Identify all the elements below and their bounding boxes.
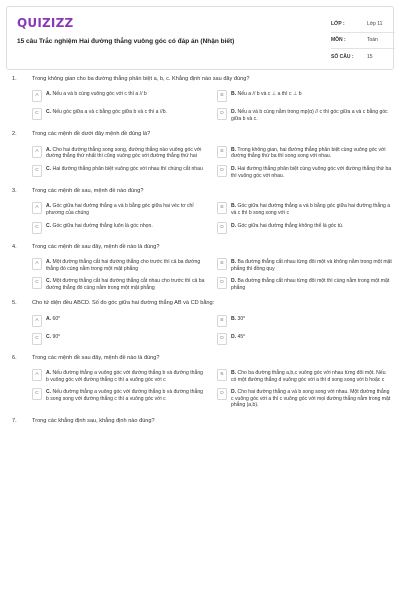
meta-value: Lớp 11 bbox=[367, 21, 383, 28]
question-stem bbox=[12, 131, 392, 138]
option-key: C. bbox=[46, 222, 52, 229]
question-4 bbox=[12, 244, 392, 292]
answer-options bbox=[32, 368, 392, 409]
answer-option-a[interactable] bbox=[32, 368, 207, 383]
option-letter-box[interactable]: B bbox=[217, 315, 227, 327]
answer-option-c[interactable] bbox=[32, 276, 207, 291]
meta-value: 15 bbox=[367, 53, 373, 60]
option-letter-box[interactable]: D bbox=[217, 333, 227, 345]
answer-options bbox=[32, 314, 392, 346]
option-letter-box[interactable]: B bbox=[217, 202, 227, 214]
question-stem bbox=[12, 418, 392, 425]
answer-option-b[interactable] bbox=[217, 257, 392, 272]
option-key: A. bbox=[46, 203, 52, 210]
answer-option-a[interactable] bbox=[32, 257, 207, 272]
option-text bbox=[46, 387, 207, 402]
question-number: 3. bbox=[12, 188, 17, 195]
option-text bbox=[231, 107, 392, 122]
option-text bbox=[231, 368, 392, 383]
option-letter-box[interactable]: B bbox=[217, 369, 227, 381]
question-text: Trong các mệnh đề dưới đây mệnh đề đúng là? bbox=[32, 131, 151, 138]
question-5 bbox=[12, 300, 392, 345]
question-text: Cho tứ diện đều ABCD. Số đo góc giữa hai đường thẳng AB và CD bằng: bbox=[32, 300, 215, 307]
answer-option-c[interactable] bbox=[32, 107, 207, 122]
option-key: C. bbox=[46, 389, 52, 396]
question-3 bbox=[12, 188, 392, 234]
option-letter-box[interactable]: C bbox=[32, 222, 42, 234]
option-text bbox=[46, 201, 207, 216]
meta-row-grade bbox=[331, 17, 395, 33]
answer-option-b[interactable] bbox=[217, 145, 392, 160]
answer-option-d[interactable] bbox=[217, 164, 392, 179]
option-letter-box[interactable]: A bbox=[32, 202, 42, 214]
option-key: B. bbox=[231, 203, 237, 210]
option-letter-box[interactable]: C bbox=[32, 108, 42, 120]
option-body: 45⁰ bbox=[237, 333, 246, 340]
option-body: Nếu góc giữa a và c bằng góc giữa b và c thì a //b. bbox=[52, 109, 167, 116]
question-text: Trong các mệnh đề sau đây, mệnh đề nào là đúng? bbox=[32, 354, 160, 361]
option-key: D. bbox=[231, 333, 237, 340]
quizizz-logo[interactable]: QUIZIZZ bbox=[17, 16, 74, 30]
answer-options bbox=[32, 201, 392, 234]
option-key: A. bbox=[46, 369, 52, 376]
document-header bbox=[6, 6, 394, 70]
option-text bbox=[46, 332, 60, 341]
meta-label: LỚP : bbox=[331, 21, 345, 28]
option-letter-box[interactable]: A bbox=[32, 315, 42, 327]
option-text bbox=[46, 314, 60, 323]
question-stem bbox=[12, 188, 392, 195]
option-letter-box[interactable]: A bbox=[32, 369, 42, 381]
question-number: 6. bbox=[12, 354, 17, 361]
option-key: B. bbox=[231, 315, 237, 322]
question-list bbox=[12, 76, 392, 434]
option-body: Hai đường thẳng phân biệt cùng vuông góc với đường thẳng thứ ba thì vuông góc với nhau. bbox=[231, 165, 392, 179]
question-2 bbox=[12, 131, 392, 179]
option-key: D. bbox=[231, 165, 237, 172]
option-letter-box[interactable]: D bbox=[217, 222, 227, 234]
option-body: Một đường thẳng cắt hai đường thẳng cho trước thì cả ba đường thẳng đó cùng nằm trong một mặt phẳng bbox=[46, 258, 201, 272]
option-key: C. bbox=[46, 109, 52, 116]
option-body: Cho hai đường thẳng a và b song song với nhau. Một đường thẳng c vuông góc với a thì c vuông góc với mọi đường thẳng nằm trong mặt phẳng (a,b). bbox=[231, 389, 391, 409]
option-key: A. bbox=[46, 146, 52, 153]
option-key: C. bbox=[46, 278, 52, 285]
option-body: Nếu a // b và c ⊥ a thì c ⊥ b bbox=[237, 91, 302, 98]
option-key: A. bbox=[46, 258, 52, 265]
option-body: Nếu đường thẳng a vuông góc với đường thẳng b và đường thẳng b song song với đường thẳng c thì a vuông góc với c bbox=[46, 389, 203, 402]
option-text bbox=[231, 221, 343, 230]
option-letter-box[interactable]: C bbox=[32, 165, 42, 177]
option-key: C. bbox=[46, 165, 52, 172]
option-key: D. bbox=[231, 278, 237, 285]
option-key: A. bbox=[46, 315, 52, 322]
option-body: 90⁰ bbox=[52, 333, 61, 340]
question-stem bbox=[12, 76, 392, 83]
meta-table bbox=[331, 17, 395, 65]
option-key: D. bbox=[231, 222, 237, 229]
meta-label: MÔN : bbox=[331, 37, 346, 44]
answer-option-c[interactable] bbox=[32, 164, 207, 179]
question-1 bbox=[12, 76, 392, 122]
option-letter-box[interactable]: B bbox=[217, 258, 227, 270]
meta-row-subject bbox=[331, 33, 395, 49]
option-body: Cho hai đường thẳng song song, đường thẳng nào vuông góc với đường thẳng thứ nhất thì cũng vuông góc với đường thẳng thứ hai bbox=[46, 146, 202, 160]
question-number: 2. bbox=[12, 131, 17, 138]
page-title: 15 câu Trắc nghiệm Hai đường thẳng vuông góc có đáp án (Nhận biết) bbox=[17, 38, 235, 45]
option-text bbox=[46, 221, 153, 230]
question-text: Trong các khẳng định sau, khẳng định nào đúng? bbox=[32, 417, 155, 424]
option-text bbox=[46, 145, 207, 160]
option-letter-box[interactable]: A bbox=[32, 90, 42, 102]
option-letter-box[interactable]: D bbox=[217, 165, 227, 177]
option-body: Cho ba đường thẳng a,b,c vuông góc với nhau từng đôi một. Nếu có một đường thẳng d vuông góc với a thì d song song với b hoặc c bbox=[231, 369, 386, 383]
option-text bbox=[231, 257, 392, 272]
option-text bbox=[46, 89, 147, 98]
option-body: Ba đường thẳng cắt nhau từng đôi một thì cùng nằm trong một mặt phẳng bbox=[231, 278, 390, 291]
option-text bbox=[231, 89, 302, 98]
option-body: Góc giữa hai đường thẳng a và b bằng góc giữa hai đường thẳng a và c thì b song song với c bbox=[231, 203, 391, 217]
question-number: 4. bbox=[12, 243, 17, 250]
option-letter-box[interactable]: A bbox=[32, 146, 42, 158]
answer-options bbox=[32, 145, 392, 179]
option-key: B. bbox=[231, 146, 237, 153]
option-body: Góc giữa hai đường thẳng a và b bằng góc giữa hai véc tơ chỉ phương của chúng bbox=[46, 203, 194, 217]
option-letter-box[interactable]: C bbox=[32, 333, 42, 345]
option-body: Nếu a và b cùng nằm trong mp(α) // c thì góc giữa a và c bằng góc giữa b và c. bbox=[231, 109, 388, 122]
option-letter-box[interactable]: C bbox=[32, 388, 42, 400]
option-text bbox=[231, 276, 392, 291]
answer-option-a[interactable] bbox=[32, 145, 207, 160]
answer-options bbox=[32, 89, 392, 122]
answer-option-c[interactable] bbox=[32, 332, 207, 346]
meta-row-count bbox=[331, 49, 395, 65]
answer-option-c[interactable] bbox=[32, 221, 207, 235]
option-key: A. bbox=[46, 91, 52, 98]
option-letter-box[interactable]: C bbox=[32, 277, 42, 289]
answer-option-a[interactable] bbox=[32, 89, 207, 103]
option-key: C. bbox=[46, 333, 52, 340]
option-text bbox=[46, 276, 207, 291]
option-key: B. bbox=[231, 369, 237, 376]
option-letter-box[interactable]: D bbox=[217, 277, 227, 289]
answer-option-c[interactable] bbox=[32, 387, 207, 409]
meta-value: Toán bbox=[367, 37, 378, 44]
option-body: Góc giữa hai đường thẳng luôn là góc nhọn. bbox=[52, 222, 153, 229]
question-stem bbox=[12, 300, 392, 307]
option-body: Góc giữa hai đường thẳng không thể là góc tù. bbox=[237, 222, 344, 229]
option-body: 30⁰ bbox=[237, 315, 246, 322]
option-letter-box[interactable]: D bbox=[217, 108, 227, 120]
option-key: B. bbox=[231, 258, 237, 265]
option-key: B. bbox=[231, 91, 237, 98]
option-text bbox=[231, 145, 392, 160]
answer-option-b[interactable] bbox=[217, 201, 392, 216]
option-text bbox=[231, 201, 392, 216]
question-6 bbox=[12, 355, 392, 409]
option-text bbox=[46, 368, 207, 383]
question-text: Trong không gian cho ba đường thẳng phân biệt a, b, c. Khẳng định nào sau đây đúng? bbox=[32, 76, 250, 82]
question-number: 5. bbox=[12, 300, 17, 307]
question-7 bbox=[12, 418, 392, 425]
option-body: 60⁰ bbox=[52, 315, 61, 322]
answer-options bbox=[32, 257, 392, 291]
option-key: D. bbox=[231, 109, 237, 116]
answer-option-d[interactable] bbox=[217, 107, 392, 122]
question-stem bbox=[12, 355, 392, 362]
option-text bbox=[231, 387, 392, 409]
option-letter-box[interactable]: D bbox=[217, 388, 227, 400]
option-text bbox=[231, 314, 245, 323]
option-text bbox=[231, 164, 392, 179]
option-body: Nếu đường thẳng a vuông góc với đường thẳng b và đường thẳng b vuông góc với đường thẳng c thì a vuông góc với c bbox=[46, 369, 203, 383]
meta-label: SỐ CÂU : bbox=[331, 53, 354, 60]
question-stem bbox=[12, 244, 392, 251]
answer-option-d[interactable] bbox=[217, 332, 392, 346]
option-text bbox=[46, 257, 207, 272]
answer-option-a[interactable] bbox=[32, 314, 207, 328]
option-letter-box[interactable]: A bbox=[32, 258, 42, 270]
option-key: D. bbox=[231, 389, 237, 396]
option-text bbox=[231, 332, 245, 341]
option-body: Trong không gian, hai đường thẳng phân biệt cùng vuông góc với đường thẳng thứ ba thì song song với nhau. bbox=[231, 146, 386, 160]
question-text: Trong các mệnh đề sau, mệnh đề nào đúng? bbox=[32, 188, 144, 195]
option-letter-box[interactable]: B bbox=[217, 146, 227, 158]
question-number: 7. bbox=[12, 417, 17, 424]
answer-option-d[interactable] bbox=[217, 387, 392, 409]
option-body: Nếu a và b cùng vuông góc với c thì a // b bbox=[52, 91, 147, 98]
option-body: Ba đường thẳng cắt nhau từng đôi một và không nằm trong một mặt phẳng thì đồng quy bbox=[231, 258, 392, 272]
question-text: Trong các mệnh đề sau đây, mệnh đề nào là đúng? bbox=[32, 243, 160, 250]
option-text bbox=[46, 164, 203, 173]
answer-option-b[interactable] bbox=[217, 368, 392, 383]
option-letter-box[interactable]: B bbox=[217, 90, 227, 102]
option-body: Hai đường thẳng phân biệt vuông góc với nhau thì chúng cắt nhau bbox=[52, 165, 203, 172]
answer-option-a[interactable] bbox=[32, 201, 207, 216]
answer-option-d[interactable] bbox=[217, 221, 392, 235]
question-number: 1. bbox=[12, 76, 17, 82]
answer-option-b[interactable] bbox=[217, 314, 392, 328]
option-body: Một đường thẳng cắt hai đường thẳng cắt nhau cho trước thì cả ba đường thẳng đó cùng nằm trong một mặt phẳng bbox=[46, 278, 205, 291]
option-text bbox=[46, 107, 167, 116]
answer-option-d[interactable] bbox=[217, 276, 392, 291]
answer-option-b[interactable] bbox=[217, 89, 392, 103]
